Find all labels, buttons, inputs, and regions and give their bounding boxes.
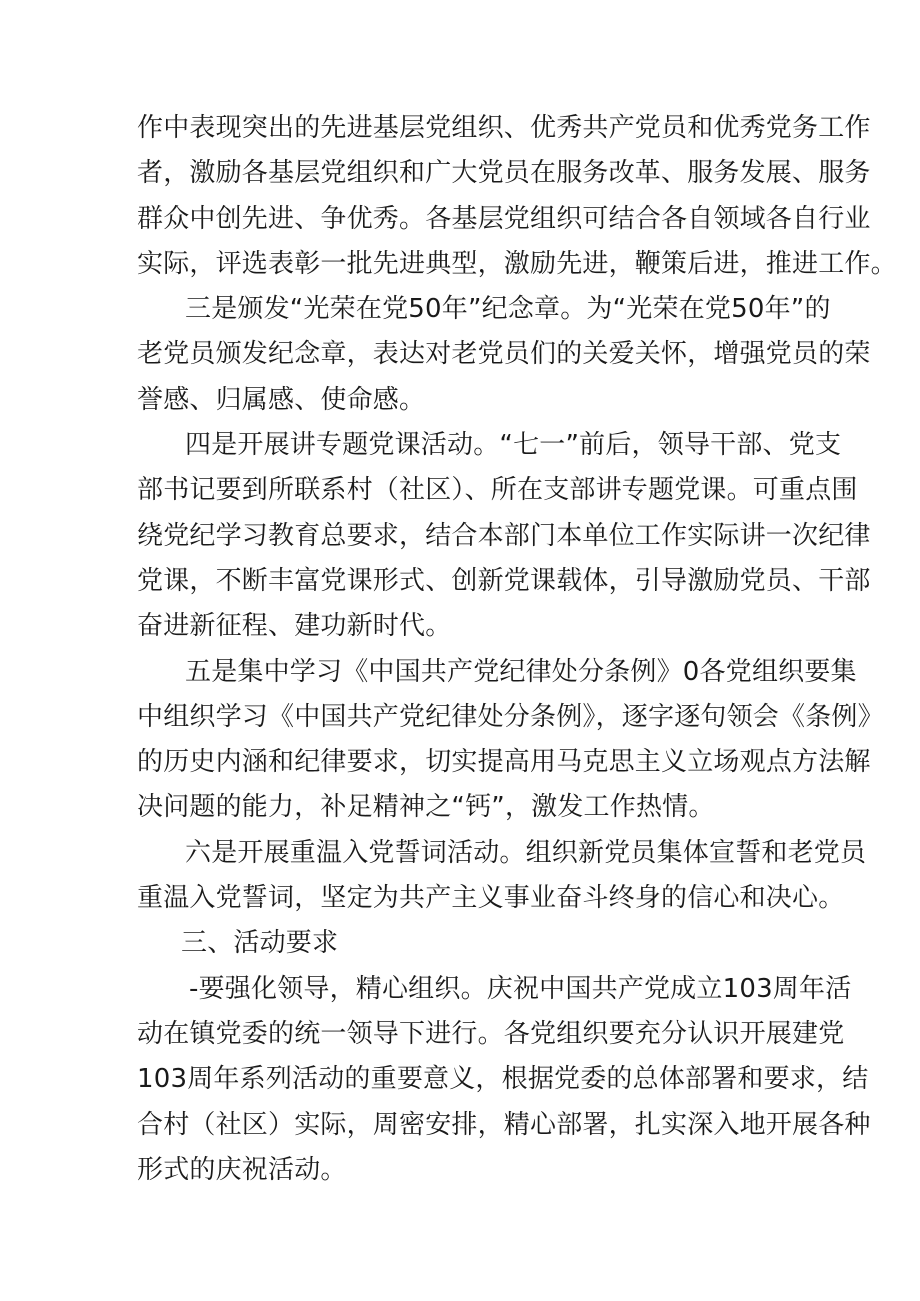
text-line: 的历史内涵和纪律要求，切实提高用马克思主义立场观点方法解 [137,747,871,778]
paragraph-four-start: 四是开展讲专题党课活动。“七一”前后，领导干部、党支 [185,430,842,461]
text-line: 者，激励各基层党组织和广大党员在服务改革、服务发展、服务 [137,158,871,189]
text-line: 党课，不断丰富党课形式、创新党课载体，引导激励党员、干部 [137,565,871,596]
paragraph-three-start: 三是颁发“光荣在党50年”纪念章。为“光荣在党50年”的 [185,294,831,325]
paragraph-requirement-start: -要强化领导，精心组织。庆祝中国共产党成立103周年活 [189,973,852,1004]
paragraph-six-start: 六是开展重温入党誓词活动。组织新党员集体宣誓和老党员 [185,837,867,868]
text-line: 103周年系列活动的重要意义，根据党委的总体部署和要求，结 [137,1064,869,1095]
text-line: 老党员颁发纪念章，表达对老党员们的关爱关怀，增强党员的荣 [137,339,871,370]
text-line: 重温入党誓词，坚定为共产主义事业奋斗终身的信心和决心。 [137,883,845,914]
text-line: 部书记要到所联系村（社区）、所在支部讲专题党课。可重点围 [137,475,858,506]
section-heading: 三、活动要求 [181,928,339,959]
text-line: 作中表现突出的先进基层党组织、优秀共产党员和优秀党务工作 [137,113,871,143]
text-line: 合村（社区）实际，周密安排，精心部署，扎实深入地开展各种 [137,1109,871,1140]
text-line: 誉感、归属感、使命感。 [137,384,426,415]
paragraph-five-start: 五是集中学习《中国共产党纪律处分条例》0各党组织要集 [185,656,857,687]
text-line: 决问题的能力，补足精神之“钙”，激发工作热情。 [137,792,715,823]
text-line: 绕党纪学习教育总要求，结合本部门本单位工作实际讲一次纪律 [137,520,871,551]
text-line: 群众中创先进、争优秀。各基层党组织可结合各自领域各自行业 [137,203,871,234]
text-line: 奋进新征程、建功新时代。 [137,611,452,642]
text-line: 动在镇党委的统一领导下进行。各党组织要充分认识开展建党 [137,1018,845,1049]
text-line: 形式的庆祝活动。 [137,1154,347,1185]
document-body [137,106,897,1193]
text-line: 中组织学习《中国共产党纪律处分条例》，逐字逐句领会《条例》 [137,701,884,732]
text-line: 实际，评选表彰一批先进典型，激励先进，鞭策后进，推进工作。 [137,248,897,279]
